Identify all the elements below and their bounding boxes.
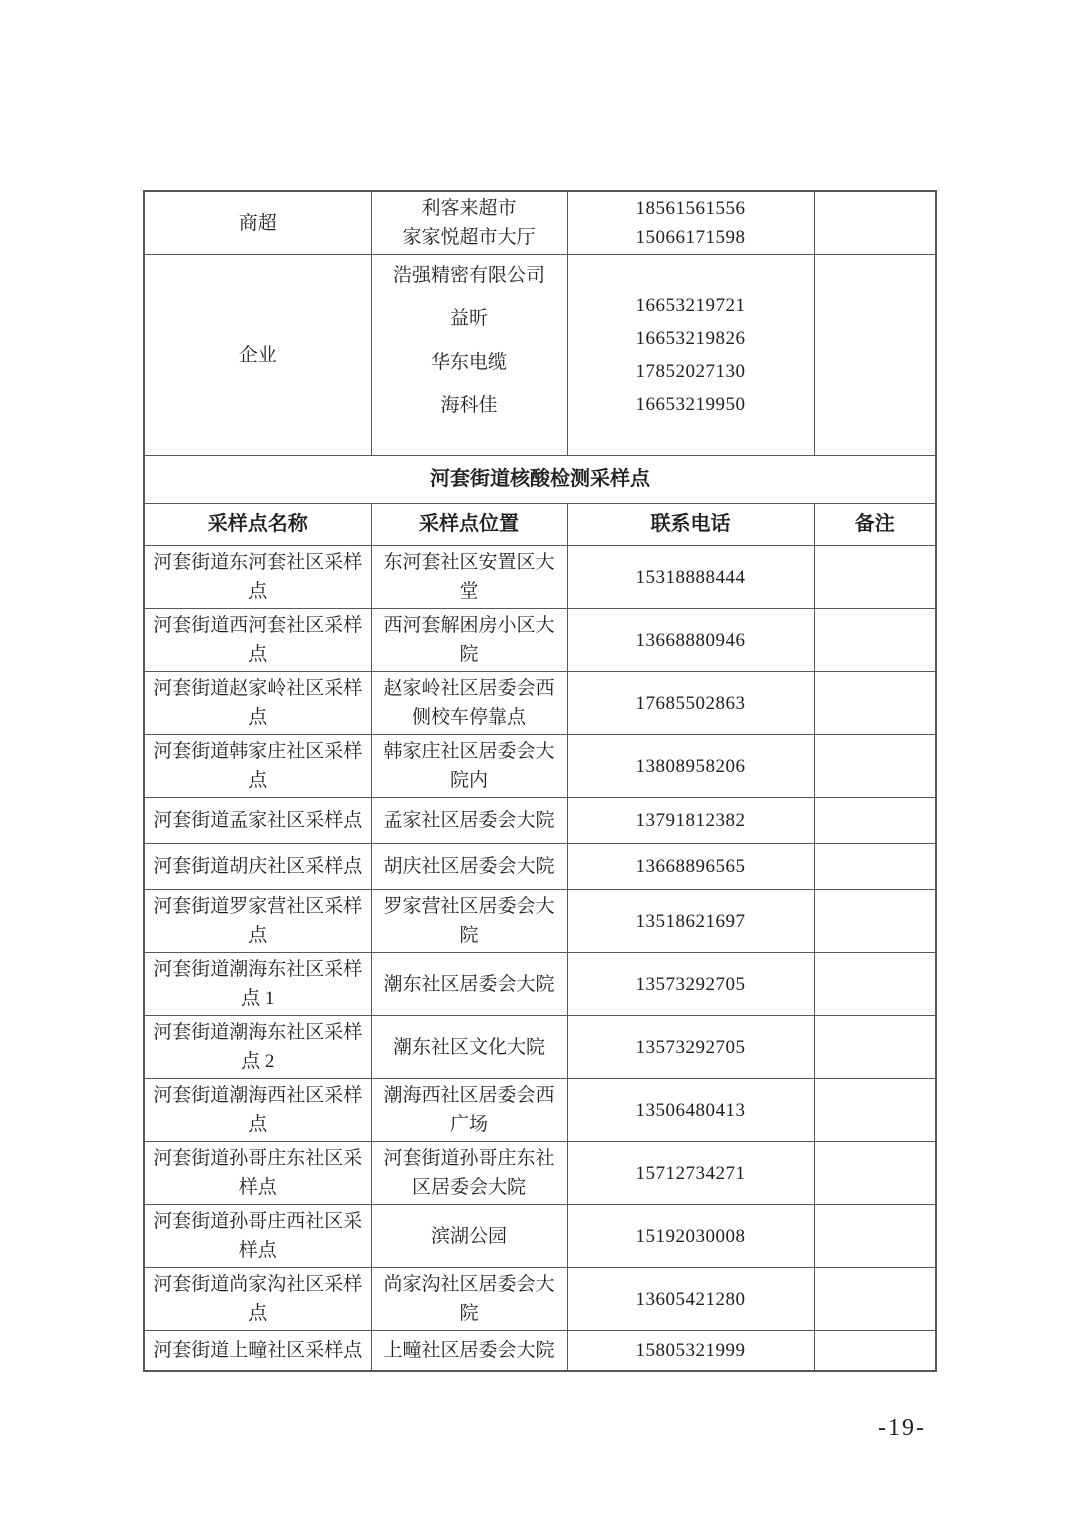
phones-cell xyxy=(567,191,814,255)
column-header-location: 采样点位置 xyxy=(371,504,567,546)
phone-cell: 13605421280 xyxy=(567,1268,814,1331)
phone-cell: 15712734271 xyxy=(567,1142,814,1205)
remark-cell xyxy=(814,609,936,672)
remark-cell xyxy=(814,890,936,953)
location-cell: 东河套社区安置区大堂 xyxy=(371,546,567,609)
phone-cell: 15318888444 xyxy=(567,546,814,609)
site-name-cell: 河套街道东河套社区采样点 xyxy=(144,546,371,609)
section-title-row xyxy=(144,456,936,504)
location-cell: 滨湖公园 xyxy=(371,1205,567,1268)
location-cell: 河套街道孙哥庄东社区居委会大院 xyxy=(371,1142,567,1205)
table-row xyxy=(144,672,936,735)
column-header-remark: 备注 xyxy=(814,504,936,546)
site-name-cell: 河套街道韩家庄社区采样点 xyxy=(144,735,371,798)
location-cell: 罗家营社区居委会大院 xyxy=(371,890,567,953)
site-name: 浩强精密有限公司 xyxy=(392,265,545,286)
location-cell: 尚家沟社区居委会大院 xyxy=(371,1268,567,1331)
table-row xyxy=(144,1079,936,1142)
table-row xyxy=(144,1268,936,1331)
site-name-cell: 河套街道潮海西社区采样点 xyxy=(144,1079,371,1142)
site-name-cell: 河套街道胡庆社区采样点 xyxy=(144,844,371,890)
remark-cell xyxy=(814,191,936,255)
category-cell: 商超 xyxy=(144,191,371,255)
table-row xyxy=(144,735,936,798)
phone-number: 17852027130 xyxy=(635,361,746,382)
table-row xyxy=(144,1331,936,1371)
remark-cell xyxy=(814,1268,936,1331)
location-cell: 潮东社区文化大院 xyxy=(371,1016,567,1079)
column-header-phone: 联系电话 xyxy=(567,504,814,546)
table-row xyxy=(144,1205,936,1268)
site-name-cell: 河套街道潮海东社区采样点 1 xyxy=(144,953,371,1016)
site-name: 海科佳 xyxy=(440,394,498,416)
site-name-cell: 河套街道孙哥庄东社区采样点 xyxy=(144,1142,371,1205)
phones-cell xyxy=(567,255,814,456)
table-row xyxy=(144,953,936,1016)
phone-cell: 13506480413 xyxy=(567,1079,814,1142)
section-title: 河套街道核酸检测采样点 xyxy=(144,456,936,504)
sampling-points-table xyxy=(143,190,937,1372)
phone-cell: 13668880946 xyxy=(567,609,814,672)
location-cell: 韩家庄社区居委会大院内 xyxy=(371,735,567,798)
site-name: 家家悦超市大厅 xyxy=(402,227,536,248)
phone-number: 15066171598 xyxy=(635,227,746,248)
phone-cell: 13791812382 xyxy=(567,798,814,844)
location-cell: 潮海西社区居委会西广场 xyxy=(371,1079,567,1142)
phone-cell: 13668896565 xyxy=(567,844,814,890)
phone-cell: 13573292705 xyxy=(567,953,814,1016)
site-names-cell xyxy=(371,191,567,255)
remark-cell xyxy=(814,1142,936,1205)
remark-cell xyxy=(814,1331,936,1371)
table-row xyxy=(144,609,936,672)
remark-cell xyxy=(814,1079,936,1142)
phone-cell: 15192030008 xyxy=(567,1205,814,1268)
site-name-cell: 河套街道孟家社区采样点 xyxy=(144,798,371,844)
site-name-cell: 河套街道潮海东社区采样点 2 xyxy=(144,1016,371,1079)
category-cell: 企业 xyxy=(144,255,371,456)
table-row xyxy=(144,798,936,844)
site-names-cell xyxy=(371,255,567,456)
location-cell: 赵家岭社区居委会西侧校车停靠点 xyxy=(371,672,567,735)
table-row-supermarkets xyxy=(144,191,936,255)
site-name: 益昕 xyxy=(449,308,488,330)
location-cell: 潮东社区居委会大院 xyxy=(371,953,567,1016)
location-cell: 胡庆社区居委会大院 xyxy=(371,844,567,890)
table-row xyxy=(144,1016,936,1079)
remark-cell xyxy=(814,1205,936,1268)
site-name-cell: 河套街道西河套社区采样点 xyxy=(144,609,371,672)
remark-cell xyxy=(814,546,936,609)
site-name-cell: 河套街道上疃社区采样点 xyxy=(144,1331,371,1371)
site-name: 利客来超市 xyxy=(421,198,517,219)
remark-cell xyxy=(814,844,936,890)
table-header-row xyxy=(144,504,936,546)
phone-number: 16653219950 xyxy=(635,394,746,415)
remark-cell xyxy=(814,255,936,456)
site-name-cell: 河套街道尚家沟社区采样点 xyxy=(144,1268,371,1331)
table-row xyxy=(144,890,936,953)
location-cell: 孟家社区居委会大院 xyxy=(371,798,567,844)
table-row xyxy=(144,1142,936,1205)
site-name-cell: 河套街道孙哥庄西社区采样点 xyxy=(144,1205,371,1268)
site-name: 华东电缆 xyxy=(430,351,507,373)
table-row xyxy=(144,546,936,609)
remark-cell xyxy=(814,798,936,844)
phone-cell: 13518621697 xyxy=(567,890,814,953)
column-header-site-name: 采样点名称 xyxy=(144,504,371,546)
location-cell: 上疃社区居委会大院 xyxy=(371,1331,567,1371)
phone-number: 16653219721 xyxy=(635,295,746,316)
location-cell: 西河套解困房小区大院 xyxy=(371,609,567,672)
phone-cell: 13573292705 xyxy=(567,1016,814,1079)
site-name-cell: 河套街道罗家营社区采样点 xyxy=(144,890,371,953)
page-number: -19- xyxy=(878,1415,926,1441)
site-name-cell: 河套街道赵家岭社区采样点 xyxy=(144,672,371,735)
remark-cell xyxy=(814,672,936,735)
table-row xyxy=(144,844,936,890)
remark-cell xyxy=(814,735,936,798)
phone-number: 16653219826 xyxy=(635,328,746,349)
remark-cell xyxy=(814,953,936,1016)
phone-number: 18561561556 xyxy=(635,198,746,219)
remark-cell xyxy=(814,1016,936,1079)
phone-cell: 13808958206 xyxy=(567,735,814,798)
phone-cell: 15805321999 xyxy=(567,1331,814,1371)
table-row-enterprises xyxy=(144,255,936,456)
phone-cell: 17685502863 xyxy=(567,672,814,735)
